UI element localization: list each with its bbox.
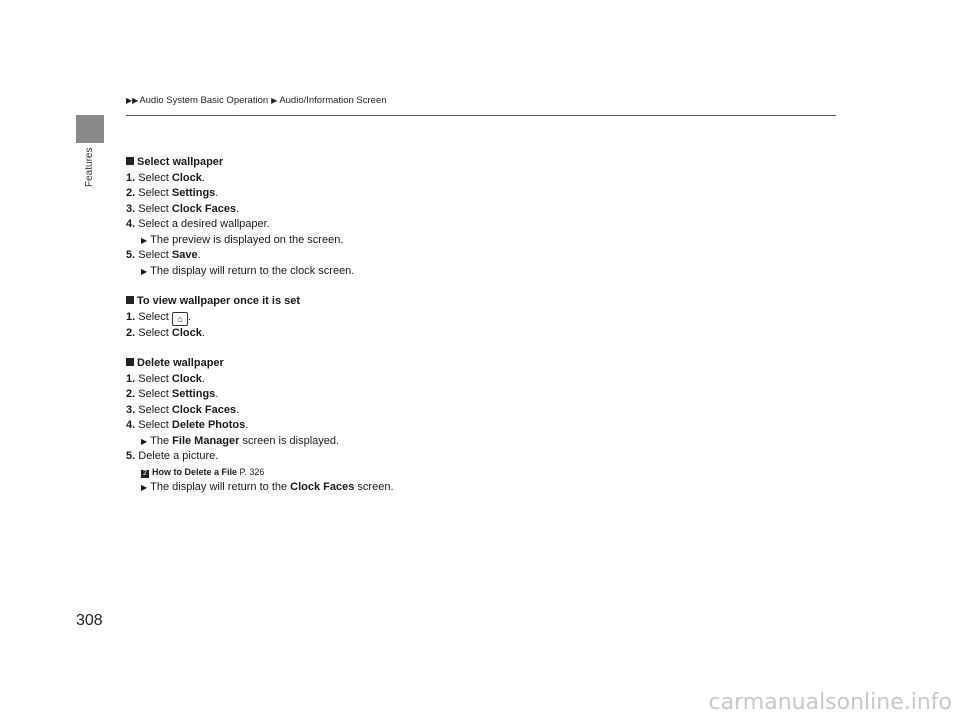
step: 3. Select Clock Faces. bbox=[126, 202, 240, 215]
cross-reference-link[interactable]: 2 How to Delete a File P. 326 bbox=[126, 465, 726, 481]
breadcrumb-arrow-icon: ▶ bbox=[271, 96, 278, 105]
watermark: carmanualsonline.info bbox=[708, 690, 952, 715]
step: 2. Select Clock. bbox=[126, 326, 205, 339]
step: 5. Delete a picture. bbox=[126, 450, 219, 462]
reference-icon: 2 bbox=[141, 470, 149, 478]
arrow-icon: ▶ bbox=[141, 436, 148, 446]
arrow-icon: ▶ bbox=[141, 266, 148, 276]
header-divider bbox=[126, 115, 836, 116]
square-bullet-icon bbox=[126, 358, 134, 366]
arrow-icon: ▶ bbox=[141, 235, 148, 245]
breadcrumb-item[interactable]: Audio/Information Screen bbox=[279, 95, 387, 106]
step: 1. Select ⌂ . bbox=[126, 310, 191, 324]
breadcrumb-item[interactable]: Audio System Basic Operation bbox=[139, 95, 269, 106]
step: 4. Select a desired wallpaper. bbox=[126, 218, 270, 230]
step: 1. Select Clock. bbox=[126, 372, 205, 385]
step: 3. Select Clock Faces. bbox=[126, 403, 240, 416]
section-title: Delete wallpaper bbox=[126, 356, 726, 372]
step-note: ▶ The File Manager screen is displayed. bbox=[141, 434, 340, 447]
side-section-label: Features bbox=[84, 148, 95, 188]
section-tab-marker bbox=[76, 115, 104, 143]
manual-content bbox=[126, 155, 726, 496]
square-bullet-icon bbox=[126, 157, 134, 165]
step: 2. Select Settings. bbox=[126, 388, 219, 400]
breadcrumb-arrow-icon: ▶▶ bbox=[126, 96, 139, 105]
step-note: ▶ The preview is displayed on the screen. bbox=[141, 233, 344, 246]
breadcrumb bbox=[126, 95, 387, 106]
step: 2. Select Settings. bbox=[126, 187, 219, 199]
square-bullet-icon bbox=[126, 296, 134, 304]
section-title: Select wallpaper bbox=[126, 155, 726, 171]
page-number: 308 bbox=[76, 612, 103, 629]
home-icon: ⌂ bbox=[172, 312, 188, 326]
step-note: ▶ The display will return to the Clock Faces screen. bbox=[141, 481, 394, 493]
arrow-icon: ▶ bbox=[141, 483, 148, 492]
step: 1. Select Clock. bbox=[126, 171, 205, 184]
step: 4. Select Delete Photos. bbox=[126, 419, 249, 431]
section-title: To view wallpaper once it is set bbox=[126, 294, 726, 310]
step-note: ▶ The display will return to the clock screen. bbox=[141, 264, 355, 277]
step: 5. Select Save. bbox=[126, 249, 201, 261]
